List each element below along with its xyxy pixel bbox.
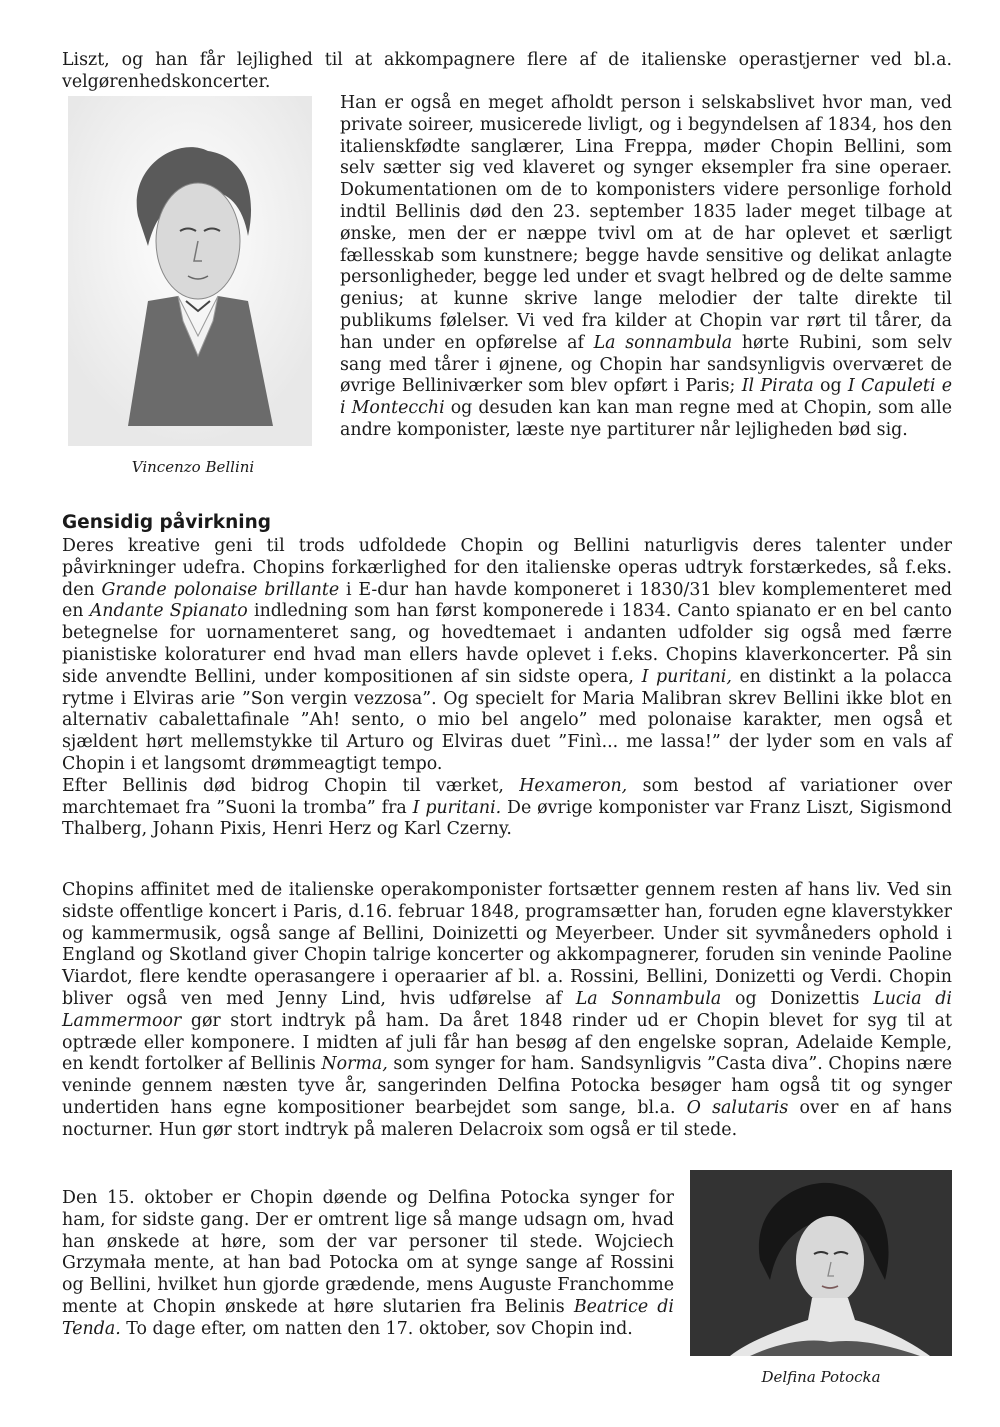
para-death: Den 15. oktober er Chopin døende og Delfina Potocka synger for ham, for sidste gang. Der er omtrent lige så mange udsagn om, hvad han ønskede at høre, som der var personer til stede. Wojciech Grzymała mente, at han bad Potocka om at synge sange af Rossini og Bellini, hvilket hun gjorde grædende, mens Auguste Franchomme mente at Chopin ønskede at høre slutarien fra Belinis Beatrice di Tenda. To dage efter, om natten den 17. oktober, sov Chopin ind. [62,1188,674,1339]
bellini-caption: Vincenzo Bellini [131,458,255,476]
section-body [62,536,952,841]
para-hexameron: Efter Bellinis død bidrog Chopin til værket, Hexameron, som bestod af variationer over marchtemaet fra ”Suoni la tromba” fra I puritani. De øvrige komponister var Franz Liszt, Sigismond Thalberg, Johann Pixis, Henri Herz og Karl Czerny. [62,775,952,840]
bellini-portrait-icon [68,96,312,446]
potocka-caption: Delfina Potocka [761,1368,881,1386]
para-bellini-friendship: Han er også en meget afholdt person i selskabslivet hvor man, ved private soireer, musicerede livligt, og i begyndelsen af 1834, hos den italienskfødte sanglærer, Lina Freppa, møder Chopin Bellini, som selv sætter sig ved klaveret og synger eksempler fra sine operaer. Dokumentationen om de to komponisters videre personlige forhold indtil Bellinis død den 23. september 1835 lader meget tilbage at ønske, men der er næppe tvivl om at de har oplevet et særligt fællesskab som kunstnere; begge havde sensitive og delikat anlagte personligheder, begge led under et svagt helbred og de delte samme genius; at kunne skrive lange melodier der talte direkte til publikums følelser. Vi ved fra kilder at Chopin var rørt til tårer, da han under en opførelse af La sonnambula hørte Rubini, som selv sang med tårer i øjnene, og Chopin har sandsynligvis overværet de øvrige Belliniværker som blev opført i Paris; Il Pirata og I Capuleti e i Montecchi og desuden kan kan man regne med at Chopin, som alle andre komponister, læste nye partiturer når lejligheden bød sig. [340,93,952,440]
potocka-figure [690,1170,952,1385]
para-affinity: Chopins affinitet med de italienske operakomponister fortsætter gennem resten af hans liv. Ved sin sidste offentlige koncert i Paris, d.16. februar 1848, programsætter han, foruden egne klaverstykker og kammermusik, også sange af Bellini, Doinizetti og Meyerbeer. Under sit syvmåneders ophold i England og Skotland giver Chopin talrige koncerter og akkompagnerer, foruden sin veninde Paoline Viardot, flere kendte operasangere i operaarier af bl. a. Rossini, Bellini, Donizetti og Verdi. Chopin bliver også ven med Jenny Lind, hvis udførelse af La Sonnambula og Donizettis Lucia di Lammermoor gør stort indtryk på ham. Da året 1848 rinder ud er Chopin blevet for syg til at optræde eller komponere. I midten af juli får han besøg af den engelske sopran, Adelaide Kemple, en kendt fortolker af Bellinis Norma, som synger for ham. Sandsynligvis ”Casta diva”. Chopins nære veninde gennem næsten tyve år, sangerinden Delfina Potocka besøger ham også tit og synger undertiden hans egne kompositioner bearbejdet som sange, bl.a. O salutaris over en af hans nocturner. Hun gør stort indtryk på maleren Delacroix som også er til stede. [62,880,953,1140]
intro-paragraph: Liszt, og han får lejlighed til at akkompagnere flere af de italienske operastjerner ved bl.a. velgørenhedskoncerter. [62,50,952,92]
para-influence: Deres kreative geni til trods udfoldede Chopin og Bellini naturligvis deres talenter under påvirkninger udefra. Chopins forkærlighed for den italienske operas udtryk forstærkedes, så f.eks. den Grande polonaise brillante i E-dur han havde komponeret i 1830/31 blev komplementeret med en Andante Spianato indledning som han først komponerede i 1834. Canto spianato er en bel canto betegnelse for uornamenteret sang, og hovedtemaet i andanten udfolder sig også med færre pianistiske koloraturer end hvad man ellers havde oplevet i f.eks. Chopins klaverkoncerter. På sin side anvendte Bellini, under kompositionen af sin sidste opera, I puritani, en distinkt a la polacca rytme i Elviras arie ”Son vergin vezzosa”. Og specielt for Maria Malibran skrev Bellini ikke blot en alternativ cabalettafinale ”Ah! sento, o mio bel angelo” med polonaise karakter, men også et sjældent hørt mellemstykke til Arturo og Elviras duet ”Finì... me lassa!” der lyder som en vals af Chopin i et langsomt drømmeagtigt tempo. [62,536,953,774]
potocka-portrait-icon [690,1170,952,1356]
section-heading: Gensidig påvirkning [62,512,272,533]
bellini-figure [62,96,324,494]
